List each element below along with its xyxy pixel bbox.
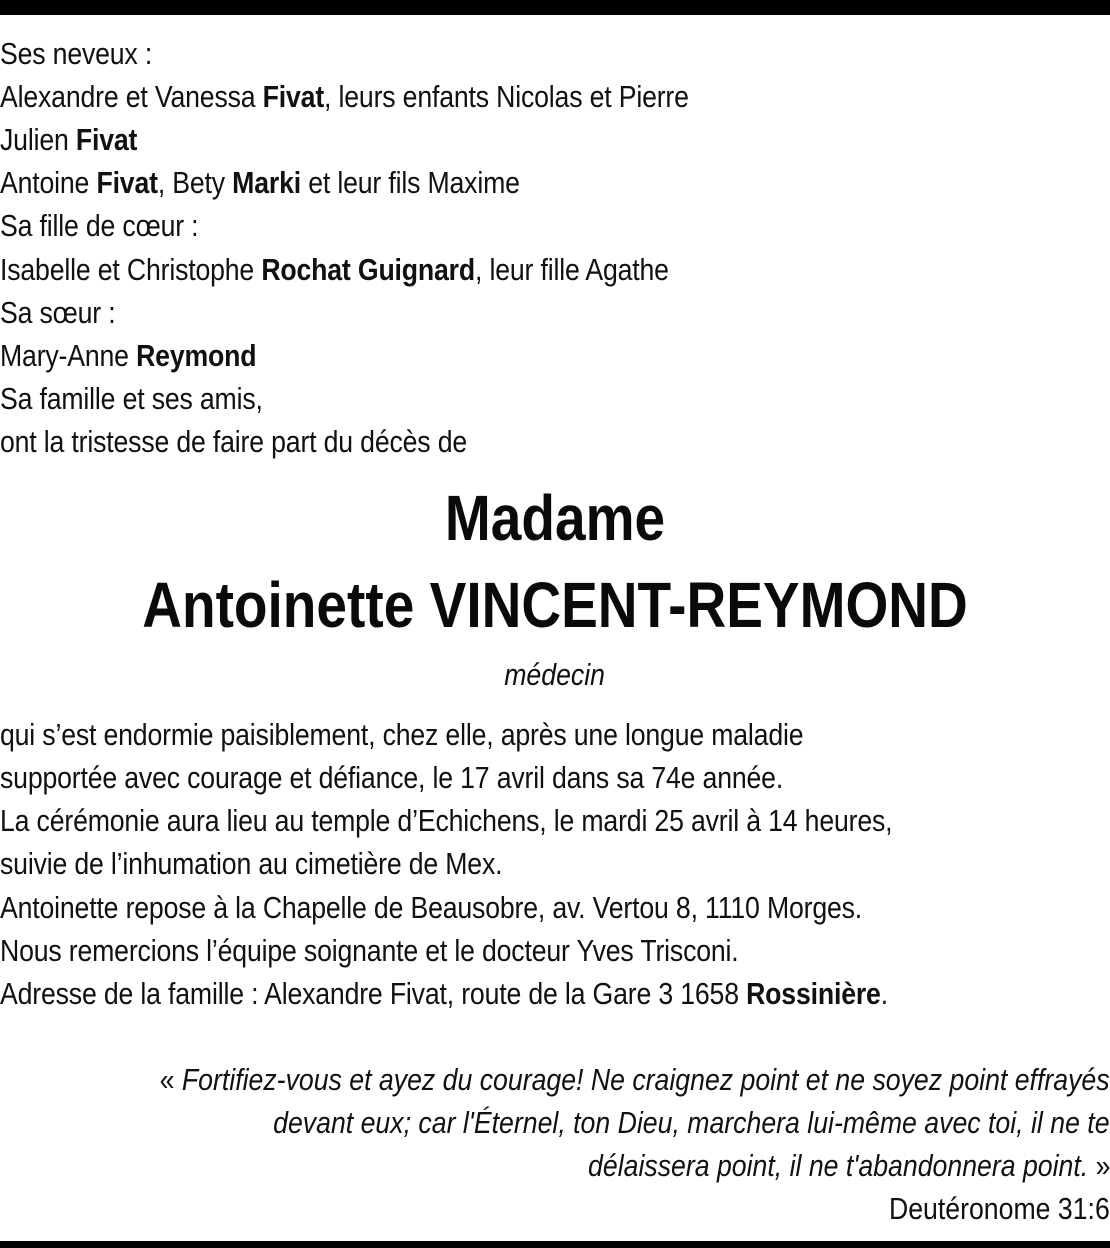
family-line: Mary-Anne Reymond (0, 338, 257, 373)
announcement-line: suivie de l’inhumation au cimetière de Mex. (0, 846, 503, 881)
bible-quote-line: « Fortifiez-vous et ayez du courage! Ne craignez point et ne soyez point effrayés (160, 1062, 1110, 1097)
family-line: Alexandre et Vanessa Fivat, leurs enfants Nicolas et Pierre (0, 79, 689, 114)
announcement-line: Adresse de la famille : Alexandre Fivat, route de la Gare 3 1658 Rossinière. (0, 976, 888, 1011)
bible-quote-line: délaissera point, il ne t'abandonnera point. » (587, 1148, 1110, 1183)
family-line: ont la tristesse de faire part du décès de (0, 424, 468, 459)
announcement-line: supportée avec courage et défiance, le 17 avril dans sa 74e année. (0, 760, 784, 795)
top-border-rule (0, 0, 1110, 15)
deceased-name: Antoinette VINCENT-REYMOND (142, 569, 968, 641)
family-line: Sa famille et ses amis, (0, 381, 263, 416)
bible-quote-reference: Deutéronome 31:6 (889, 1191, 1110, 1226)
family-line: Isabelle et Christophe Rochat Guignard, leur fille Agathe (0, 252, 669, 287)
announcement-line: La cérémonie aura lieu au temple d’Echichens, le mardi 25 avril à 14 heures, (0, 803, 893, 838)
bottom-border-rule (0, 1241, 1110, 1248)
deceased-title: Madame (444, 482, 666, 554)
announcement-line: Antoinette repose à la Chapelle de Beausobre, av. Vertou 8, 1110 Morges. (0, 890, 863, 925)
announcement-line: Nous remercions l’équipe soignante et le docteur Yves Trisconi. (0, 933, 739, 968)
family-line: Sa fille de cœur : (0, 208, 199, 243)
family-line: Sa sœur : (0, 295, 116, 330)
family-line: Ses neveux : (0, 36, 153, 71)
announcement-line: qui s’est endormie paisiblement, chez elle, après une longue maladie (0, 717, 804, 752)
family-line: Antoine Fivat, Bety Marki et leur fils Maxime (0, 165, 520, 200)
bible-quote-line: devant eux; car l'Éternel, ton Dieu, marchera lui-même avec toi, il ne te (273, 1105, 1110, 1140)
family-line: Julien Fivat (0, 122, 138, 157)
deceased-profession: médecin (504, 657, 606, 692)
